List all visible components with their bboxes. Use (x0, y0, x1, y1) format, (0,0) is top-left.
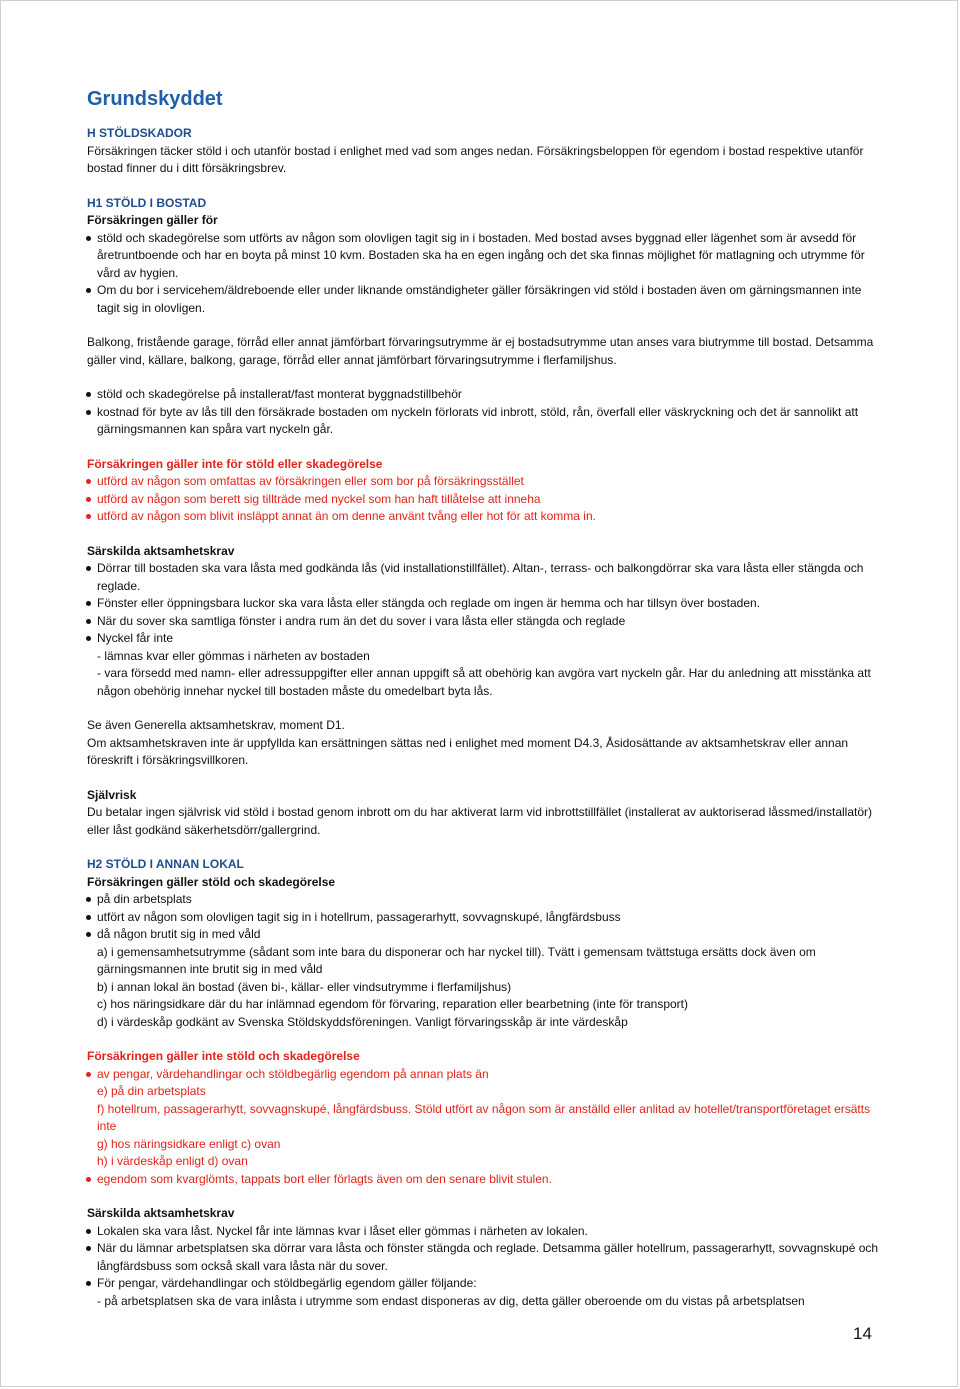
page-number: 14 (853, 1324, 872, 1343)
sjalvrisk-text: Du betalar ingen självrisk vid stöld i bostad genom inbrott om du har aktiverat larm vid inbrottstillfället (installerat av auktoriserad låssmed/installatör) eller låst godkänd säkerhetsdörr/gallergrind. (87, 805, 873, 837)
section-heading-h1: H1 STÖLD I BOSTAD (87, 195, 207, 210)
list-item: Dörrar till bostaden ska vara låsta med godkända lås (vid installationstillfället). Altan-, terrass- och balkongdörrar ska vara låsta eller stängda och reglade. (87, 560, 887, 595)
page-content (87, 85, 887, 1310)
list-item: kostnad för byte av lås till den försäkrade bostaden om nyckeln förlorats vid inbrott, stöld, rån, överfall eller väskryckning och det är sannolikt att gärningsmannen kan spåra vart nyckeln går. (87, 404, 887, 439)
se-aven-text: Se även Generella aktsamhetskrav, moment D1. (87, 718, 345, 732)
h2-aktsamhet-sub-item: - på arbetsplatsen ska de vara inlåsta i utrymme som endast disponeras av dig, detta gäller oberoende om du vistas på arbetsplatsen (97, 1293, 805, 1308)
list-item: utfört av någon som olovligen tagit sig in i hotellrum, passagerarhytt, sovvagnskupé, långfärdsbuss (87, 909, 887, 927)
list-item: stöld och skadegörelse på installerat/fast monterat byggnadstillbehör (87, 386, 887, 404)
h1-coverage-list-2 (87, 386, 887, 439)
sjalvrisk-heading: Självrisk (87, 787, 137, 802)
nyckel-sub-item: - vara försedd med namn- eller adressuppgifter eller annan uppgift så att obehörig kan avgöra vart nyckeln går. Har du anledning att misstänka att någon obehörig innehar nyckel till bostaden måste du omedelbart byta lås. (97, 666, 871, 698)
h2-sub-item: c) hos näringsidkare där du har inlämnad egendom för förvaring, reparation eller bearbetning (inte för transport) (97, 997, 688, 1011)
h2-aktsamhet-list (87, 1223, 887, 1293)
list-item: utförd av någon som berett sig tillträde med nyckel som han haft tillåtelse att inneha (87, 491, 887, 509)
om-aktsamhet-text: Om aktsamhetskraven inte är uppfyllda kan ersättningen sättas ned i enlighet med moment D4.3, Åsidosättande av aktsamhetskrav eller annan föreskrift i försäkringsvillkoren. (87, 735, 849, 767)
h1-aktsamhet-heading: Särskilda aktsamhetskrav (87, 543, 235, 558)
h2-exclusions-list-2 (87, 1171, 887, 1189)
list-item: utförd av någon som omfattas av försäkringen eller som bor på försäkringsstället (87, 473, 887, 491)
list-item: av pengar, värdehandlingar och stöldbegärlig egendom på annan plats än (87, 1066, 887, 1084)
h2-exclusion-sub-item: h) i värdeskåp enligt d) ovan (97, 1154, 248, 1168)
h2-sub-item: a) i gemensamhetsutrymme (sådant som inte bara du disponerar och har nyckel till). Tvätt i gemensam tvättstuga ersätts dock även om gärningsmannen inte brutit sig in med våld (97, 944, 816, 976)
section-heading-h: H STÖLDSKADOR (87, 126, 192, 140)
list-item: på din arbetsplats (87, 891, 887, 909)
h1-exclusions-heading: Försäkringen gäller inte för stöld eller skadegörelse (87, 456, 383, 471)
list-item: När du lämnar arbetsplatsen ska dörrar vara låsta och fönster stängda och reglade. Detsamma gäller hotellrum, passagerarhytt, sovvagnskupé och långfärdsbuss som också skall vara låsta när du sover. (87, 1240, 887, 1275)
h2-exclusion-sub-item: e) på din arbetsplats (97, 1084, 206, 1098)
section-heading-h2: H2 STÖLD I ANNAN LOKAL (87, 857, 244, 871)
h1-aktsamhet-list (87, 560, 887, 648)
list-item: Fönster eller öppningsbara luckor ska vara låsta eller stängda och reglade om ingen är hemma och har tillsyn över bostaden. (87, 595, 887, 613)
h2-exclusion-sub-item: g) hos näringsidkare enligt c) ovan (97, 1136, 281, 1151)
page-title: Grundskyddet (87, 88, 223, 110)
list-item: egendom som kvarglömts, tappats bort eller förlagts även om den senare blivit stulen. (87, 1171, 887, 1189)
list-item: När du sover ska samtliga fönster i andra rum än det du sover i vara låsta eller stängda och reglade (87, 613, 887, 631)
h1-coverage-list (87, 230, 887, 318)
h1-subheading: Försäkringen gäller för (87, 213, 218, 227)
list-item: stöld och skadegörelse som utförts av någon som olovligen tagit sig in i bostaden. Med bostad avses byggnad eller lägenhet som är avsedd för åretruntboende och har en boyta på minst 10 kvm. Bostaden ska ha en egen ingång och det ska finnas möjlighet för matlagning och utrymme för vård av hygien. (87, 230, 887, 283)
h2-exclusion-sub-item: f) hotellrum, passagerarhytt, sovvagnskupé, långfärdsbuss. Stöld utfört av någon som är anställd eller anlitad av hotellet/transportföretaget ersätts inte (97, 1101, 871, 1133)
h2-aktsamhet-heading: Särskilda aktsamhetskrav (87, 1206, 235, 1220)
list-item: Nyckel får inte (87, 630, 887, 648)
list-item: För pengar, värdehandlingar och stöldbegärlig egendom gäller följande: (87, 1275, 887, 1293)
h2-subheading: Försäkringen gäller stöld och skadegörelse (87, 874, 336, 889)
section-h-text: Försäkringen täcker stöld i och utanför bostad i enlighet med vad som anges nedan. Försäkringsbeloppen för egendom i bostad respektive utanför bostad finner du i ditt försäkringsbrev. (87, 143, 864, 175)
h2-exclusions-heading: Försäkringen gäller inte stöld och skadegörelse (87, 1049, 360, 1063)
list-item: utförd av någon som blivit insläppt annat än om denne använt tvång eller hot för att komma in. (87, 508, 887, 526)
h2-exclusions-list (87, 1066, 887, 1084)
h1-exclusions-list (87, 473, 887, 526)
h2-sub-item: b) i annan lokal än bostad (även bi-, källar- eller vindsutrymme i flerfamiljshus) (97, 979, 512, 994)
list-item: då någon brutit sig in med våld (87, 926, 887, 944)
list-item: Om du bor i servicehem/äldreboende eller under liknande omständigheter gäller försäkringen vid stöld i bostaden även om gärningsmannen inte tagit sig in olovligen. (87, 282, 887, 317)
h2-coverage-list (87, 891, 887, 944)
balkong-paragraph: Balkong, fristående garage, förråd eller annat jämförbart förvaringsutrymme är ej bostadsutrymme utan anses vara biutrymme till bostad. Detsamma gäller vind, källare, balkong, garage, förråd eller annat jämförbart förvaringsutrymme i flerfamiljshus. (87, 335, 874, 367)
nyckel-sub-item: - lämnas kvar eller gömmas i närheten av bostaden (97, 648, 370, 663)
list-item: Lokalen ska vara låst. Nyckel får inte lämnas kvar i låset eller gömmas i närheten av lokalen. (87, 1223, 887, 1241)
h2-sub-item: d) i värdeskåp godkänt av Svenska Stöldskyddsföreningen. Vanligt förvaringsskåp är inte värdeskåp (97, 1014, 628, 1029)
